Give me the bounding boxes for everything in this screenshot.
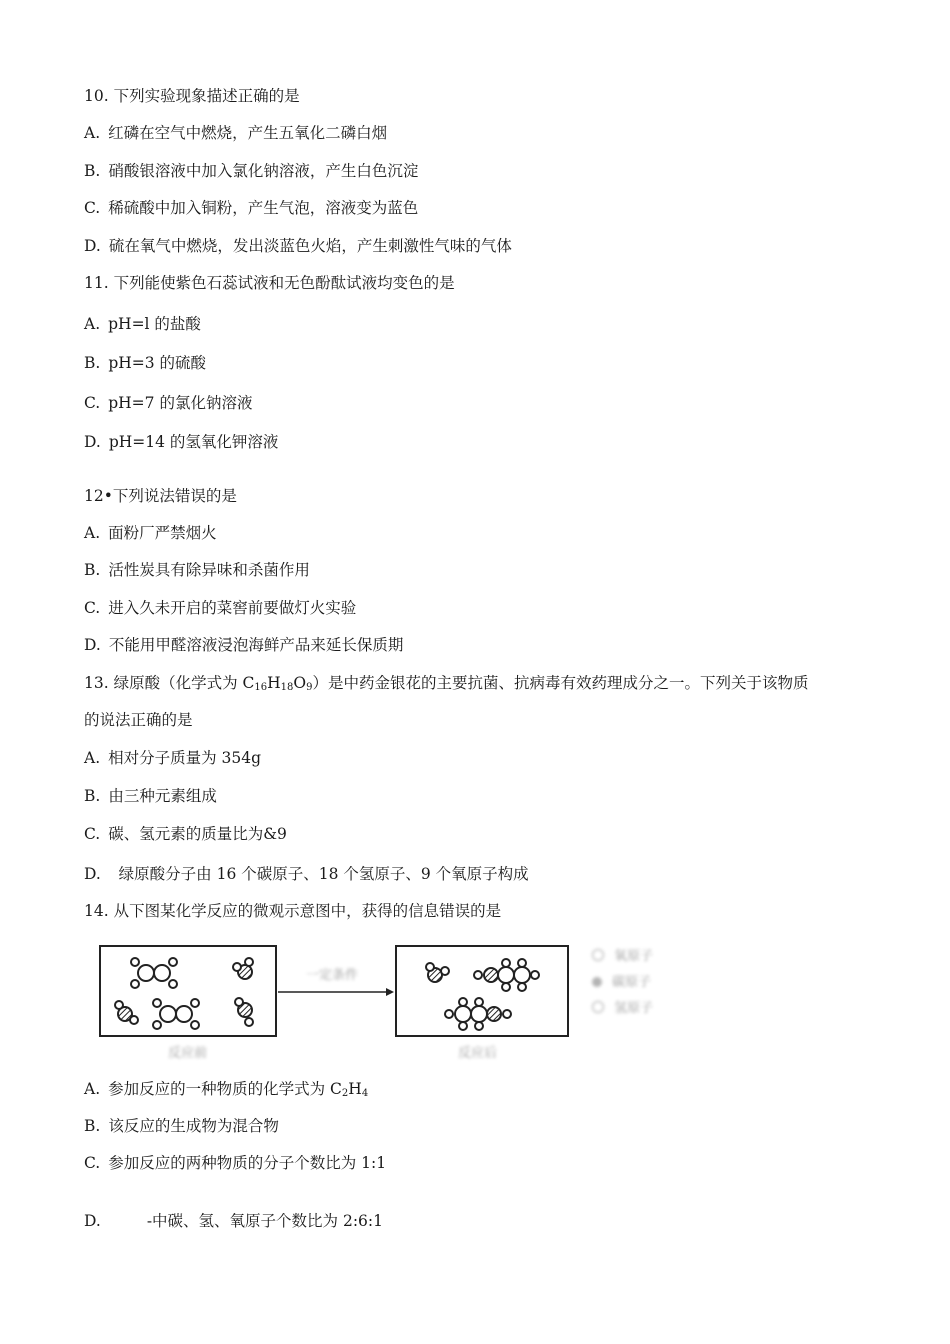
- formula-h: H: [348, 1080, 362, 1098]
- q10-stem: 10. 下列实验现象描述正确的是: [84, 87, 300, 105]
- q12-option-c: [84, 598, 356, 618]
- legend-marker: [592, 949, 604, 961]
- option-tag: C.: [84, 1154, 101, 1172]
- q11-option-d: [84, 432, 278, 452]
- formula-sub-c: 2: [341, 1088, 349, 1099]
- q11-option-b: [84, 353, 206, 373]
- q12-option-b: [84, 560, 310, 580]
- q12-stem: 12•下列说法错误的是: [84, 487, 237, 505]
- option-tag: C.: [84, 394, 101, 412]
- legend-item-hydrogen: [592, 996, 653, 1022]
- reaction-diagram: [98, 940, 698, 1061]
- option-tag: C.: [84, 599, 101, 617]
- legend-marker: [592, 1001, 604, 1013]
- option-tag: B.: [84, 354, 101, 372]
- option-text: 参加反应的一种物质的化学式为 C: [108, 1080, 342, 1098]
- legend-marker: [592, 977, 602, 987]
- q13-option-b: [84, 786, 217, 806]
- q13-option-a: [84, 748, 261, 768]
- option-tag: A.: [84, 315, 101, 333]
- legend-label: 氧原子: [614, 949, 654, 964]
- option-tag: C.: [84, 825, 101, 843]
- option-tag: A.: [84, 1080, 101, 1098]
- option-tag: B.: [84, 787, 101, 805]
- q13-stem: [84, 673, 808, 698]
- option-text: 硫在氧气中燃烧，发出淡蓝色火焰，产生刺激性气味的气体: [108, 237, 512, 255]
- q13-stem-post: ）是中药金银花的主要抗菌、抗病毒有效药理成分之一。下列关于该物质: [312, 674, 809, 692]
- q13-sub-c: 16: [254, 682, 268, 693]
- q10-option-c: [84, 198, 418, 218]
- q13-stem-line2: 的说法正确的是: [84, 711, 193, 729]
- q14-option-b: [84, 1116, 279, 1136]
- q13-sub-o: 9: [306, 682, 313, 693]
- option-text: 红磷在空气中燃烧，产生五氧化二磷白烟: [108, 124, 388, 142]
- option-tag: A.: [84, 524, 101, 542]
- right-caption: 反应后: [458, 1046, 498, 1061]
- legend-item-carbon: [592, 970, 653, 996]
- option-text: 参加反应的两种物质的分子个数比为 1:1: [108, 1154, 387, 1172]
- option-tag: D.: [84, 237, 101, 255]
- q13-option-d: [84, 864, 529, 884]
- q14-option-a: [84, 1079, 368, 1104]
- q11-stem: 11. 下列能使紫色石蕊试液和无色酚酞试液均变色的是: [84, 274, 455, 292]
- option-text: 不能用甲醛溶液浸泡海鲜产品来延长保质期: [108, 636, 404, 654]
- option-text: 由三种元素组成: [108, 787, 217, 805]
- q10-option-b: [84, 161, 418, 181]
- option-text: 面粉厂严禁烟火: [108, 524, 217, 542]
- option-text: 进入久未开启的菜窖前要做灯火实验: [108, 599, 357, 617]
- option-tag: D.: [84, 1212, 101, 1230]
- option-tag: C.: [84, 199, 101, 217]
- q10-option-d: [84, 236, 512, 256]
- legend-label: 氢原子: [614, 1001, 654, 1016]
- q13-h: H: [267, 674, 281, 692]
- option-text: 稀硫酸中加入铜粉，产生气泡，溶液变为蓝色: [108, 199, 419, 217]
- option-tag: A.: [84, 749, 101, 767]
- q14-option-d: [84, 1211, 383, 1231]
- option-tag: B.: [84, 162, 101, 180]
- option-text: 硝酸银溶液中加入氯化钠溶液，产生白色沉淀: [108, 162, 419, 180]
- option-text: 相对分子质量为 354g: [108, 749, 262, 767]
- option-text: pH=7 的氯化钠溶液: [108, 394, 253, 412]
- q14-stem: 14. 从下图某化学反应的微观示意图中，获得的信息错误的是: [84, 902, 502, 920]
- option-text: 活性炭具有除异味和杀菌作用: [108, 561, 310, 579]
- left-caption: 反应前: [168, 1046, 208, 1061]
- q11-option-c: [84, 393, 252, 413]
- q14-option-c: [84, 1153, 386, 1173]
- option-text: 绿原酸分子由 16 个碳原子、18 个氢原子、9 个氧原子构成: [108, 865, 529, 883]
- option-text: pH=l 的盐酸: [108, 315, 201, 333]
- q12-option-d: [84, 635, 403, 655]
- option-text: pH=3 的硫酸: [108, 354, 207, 372]
- q13-o: O: [293, 674, 307, 692]
- reaction-arrow-head: [386, 988, 394, 996]
- q13-option-c: [84, 824, 287, 844]
- option-text: 碳、氢元素的质量比为&9: [108, 825, 287, 843]
- legend-item-oxygen: [592, 944, 653, 970]
- q10-option-a: [84, 123, 387, 143]
- option-tag: B.: [84, 1117, 101, 1135]
- option-text: pH=14 的氢氧化钾溶液: [108, 433, 279, 451]
- option-tag: D.: [84, 865, 101, 883]
- formula-sub-h: 4: [361, 1088, 369, 1099]
- q11-option-a: [84, 314, 201, 334]
- option-tag: A.: [84, 124, 101, 142]
- option-tag: D.: [84, 636, 101, 654]
- q12-option-a: [84, 523, 217, 543]
- option-tag: B.: [84, 561, 101, 579]
- option-tag: D.: [84, 433, 101, 451]
- q13-stem-pre: 13. 绿原酸（化学式为 C: [84, 674, 255, 692]
- option-text: 该反应的生成物为混合物: [108, 1117, 279, 1135]
- option-text: -中碳、氢、氧原子个数比为 2:6:1: [146, 1212, 384, 1230]
- q13-sub-h: 18: [280, 682, 294, 693]
- arrow-label: 一定条件: [306, 968, 359, 983]
- legend: [592, 944, 653, 1022]
- legend-label: 碳原子: [612, 975, 652, 990]
